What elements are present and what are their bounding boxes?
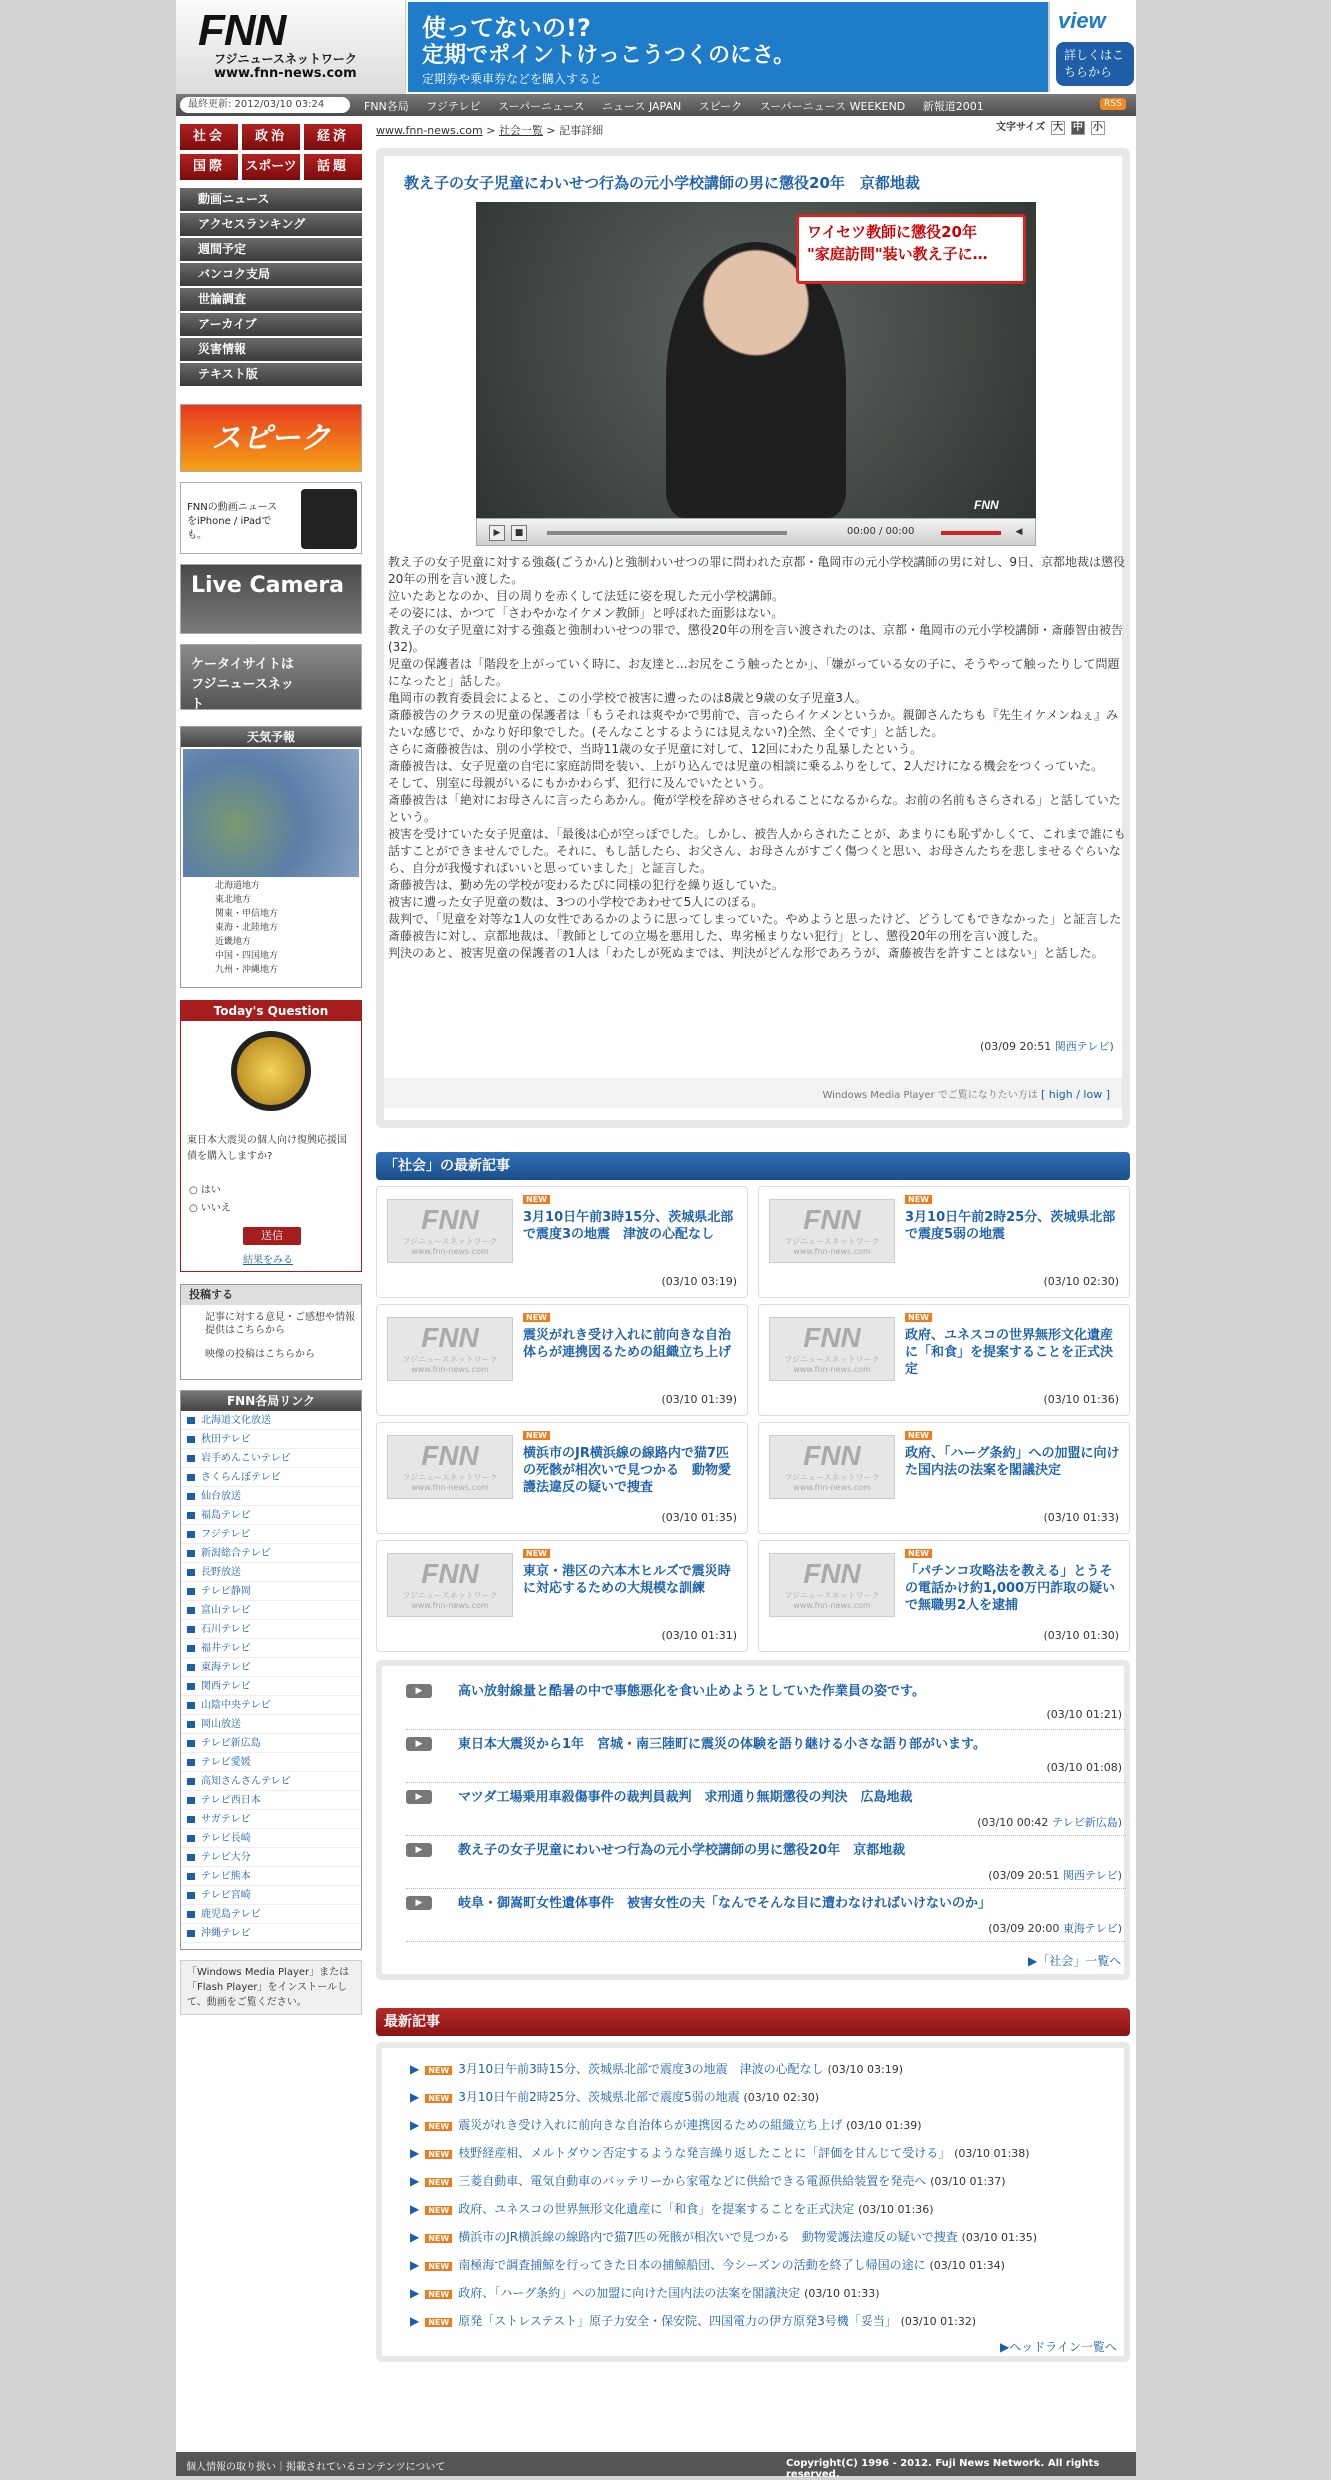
news-card-title[interactable]: 3月10日午前3時15分、茨城県北部で震度3の地震 津波の心配なし [523, 1210, 734, 1242]
footer-links[interactable]: 個人情報の取り扱い｜掲載されているコンテンツについて [186, 2462, 446, 2473]
latest-item-title[interactable]: 3月10日午前3時15分、茨城県北部で震度3の地震 津波の心配なし [458, 2062, 824, 2076]
video-list-item[interactable] [406, 1837, 1126, 1889]
news-thumbnail[interactable] [387, 1553, 513, 1617]
font-size-medium[interactable]: 中 [1072, 122, 1083, 133]
nav-link[interactable]: スーパーニュース WEEKEND [759, 100, 906, 113]
affiliate-link[interactable]: 高知さんさんテレビ [181, 1772, 361, 1791]
breadcrumb-society[interactable]: 社会一覧 [498, 124, 543, 137]
article-paragraph: そして、別室に母親がいるにもかかわらず、犯行に及んでいたという。 [388, 776, 771, 790]
new-badge: NEW [905, 1549, 932, 1558]
social-section-head: 「社会」の最新記事 [376, 1152, 1130, 1180]
thumbnail-sub: フジニュースネットワーク www.fnn-news.com [402, 1591, 498, 1610]
video-list-panel [376, 1660, 1130, 1980]
news-card-date: (03/10 01:31) [661, 1629, 737, 1642]
article-title: 教え子の女子児童にわいせつ行為の元小学校講師の男に懲役20年 京都地裁 [404, 174, 920, 192]
new-badge: NEW [425, 2262, 452, 2271]
latest-item-title[interactable]: 政府、ユネスコの世界無形文化遺産に「和食」を提案することを正式決定 [458, 2202, 855, 2216]
arrow-icon: ▶ [410, 2202, 420, 2216]
arrow-icon: ▶ [410, 2118, 420, 2132]
latest-panel [376, 2042, 1130, 2362]
new-badge: NEW [523, 1195, 550, 1204]
latest-item-date: (03/10 01:33) [804, 2287, 880, 2300]
latest-item[interactable] [410, 2312, 976, 2329]
affiliate-link[interactable]: 鹿児島テレビ [181, 1905, 361, 1924]
banner-view-logo: view [1058, 8, 1106, 33]
option-no-label: いいえ [200, 1203, 231, 1214]
thumbnail-logo: FNN [421, 1204, 479, 1235]
new-badge: NEW [905, 1195, 932, 1204]
latest-item-title[interactable]: 震災がれき受け入れに前向きな自治体らが連携図るための組織立ち上げ [458, 2118, 843, 2132]
new-badge: NEW [905, 1313, 932, 1322]
latest-item[interactable] [410, 2200, 934, 2217]
video-caption-line2: "家庭訪問"装い教え子に… [807, 245, 988, 263]
video-list-date [988, 1867, 1122, 1883]
post-opinion-link[interactable]: 記事に対する意見・ご感想や情報提供はこちらから [205, 1312, 355, 1336]
player-note: 「Windows Media Player」または「Flash Player」をインストールして、動画をご覧ください。 [180, 1960, 362, 2015]
news-card-date: (03/10 01:33) [1043, 1511, 1119, 1524]
nav-link[interactable]: スピーク [698, 100, 743, 113]
article-paragraph: 斎藤被告のクラスの児童の保護者は「もうそれは爽やかで男前で、言ったらイケメンというか。親御さんたちも『先生イケメンねぇ』みたいな感じで、かなり好印象でした。(そんなことするようには見えない?)全然、全くです」と話した。 [388, 708, 1118, 739]
affiliate-link[interactable]: 長野放送 [181, 1563, 361, 1582]
affiliate-link[interactable]: 東海テレビ [181, 1658, 361, 1677]
affiliate-link[interactable]: 山陰中央テレビ [181, 1696, 361, 1715]
breadcrumb-current: 記事詳細 [559, 124, 604, 137]
article-paragraph: 被害に遭った女子児童の数は、3つの小学校であわせて5人にのぼる。 [388, 895, 764, 909]
seek-bar[interactable] [547, 531, 787, 535]
thumbnail-sub: フジニュースネットワーク www.fnn-news.com [784, 1591, 880, 1610]
social-more-link[interactable]: ▶「社会」一覧へ [1028, 1954, 1122, 1968]
footer-copyright: Copyright(C) 1996 - 2012. Fuji News Network. All rights reserved. [786, 2458, 1100, 2480]
arrow-icon: ▶ [410, 2286, 420, 2300]
affiliate-link[interactable]: テレビ愛媛 [181, 1753, 361, 1772]
arrow-icon: ▶ [410, 2314, 420, 2328]
thumbnail-sub: フジニュースネットワーク www.fnn-news.com [402, 1355, 498, 1374]
article-paragraph: 泣いたあとなのか、目の周りを赤くして法廷に姿を現した元小学校講師。 [388, 589, 785, 603]
media-player-controls [476, 518, 1036, 546]
video-list-date-text: (03/09 20:51 [988, 1869, 1060, 1882]
coin-image [231, 1031, 311, 1111]
new-badge: NEW [523, 1431, 550, 1440]
keitai-banner[interactable] [180, 644, 362, 710]
news-card[interactable] [376, 1540, 748, 1652]
affiliate-link[interactable]: テレビ大分 [181, 1848, 361, 1867]
article-byline [980, 1038, 1114, 1054]
latest-item-date: (03/10 01:32) [900, 2315, 977, 2328]
play-icon[interactable]: ▶ [489, 525, 505, 541]
latest-item-date: (03/10 01:35) [961, 2231, 1038, 2244]
latest-item[interactable] [410, 2144, 1030, 2161]
affiliate-link[interactable]: 岩手めんこいテレビ [181, 1449, 361, 1468]
affiliates-box [180, 1390, 362, 1950]
affiliate-link[interactable]: テレビ静岡 [181, 1582, 361, 1601]
article-paragraph: 斎藤被告は、女子児童の自宅に家庭訪問を装い、上がり込んでは児童の相談に乗るふりをして、2人だけになる機会をつくっていた。 [388, 759, 1104, 773]
social-more-text: 「社会」一覧へ [1037, 1954, 1122, 1968]
article-paragraph: 裁判で、「児童を対等な1人の女性であるかのように思ってしまっていた。やめようと思ったけど、どうしてもできなかった」と証言した斎藤被告に対し、京都地裁は、「教師としての立場を悪用した、卑劣極まりない犯行」とし、懲役20年の刑を言い渡した。 [388, 912, 1122, 943]
video-watermark: FNN [974, 498, 999, 512]
news-thumbnail[interactable] [387, 1317, 513, 1381]
latest-item-date: (03/10 01:36) [858, 2203, 934, 2216]
latest-item-title[interactable]: 政府、「ハーグ条約」への加盟に向けた国内法の法案を閣議決定 [458, 2286, 801, 2300]
menu-text[interactable]: テキスト版 [180, 363, 362, 386]
thumbnail-logo: FNN [803, 1204, 861, 1235]
menu-video-news[interactable]: 動画ニュース [180, 188, 362, 211]
thumbnail-logo: FNN [803, 1440, 861, 1471]
video-camera-icon: ▶ [406, 1843, 432, 1857]
nav-link[interactable]: フジテレビ [426, 100, 481, 113]
affiliate-link[interactable]: テレビ熊本 [181, 1867, 361, 1886]
news-thumbnail[interactable] [769, 1435, 895, 1499]
rss-button[interactable]: RSS [1100, 98, 1126, 110]
affiliate-link[interactable]: 新潟総合テレビ [181, 1544, 361, 1563]
article-paragraph: 教え子の女子児童に対する強姦と強制わいせつの罪で、懲役20年の刑を言い渡されたのは、京都・亀岡市の元小学校講師・斎藤智由被告(32)。 [388, 623, 1124, 654]
thumbnail-sub: フジニュースネットワーク www.fnn-news.com [784, 1473, 880, 1492]
article-paragraph: 被害を受けていた女子児童は、「最後は心が空っぽでした。しかし、被告人からされたことが、あまりにも恥ずかしくて、これまで誰にも話すことができませんでした。それに、もし話したら、お父さん、お母さんがすごく傷つくと思い、お母さんたちを悲しませるぐらいなら、自分が我慢すればいいと思っていました」と証言した。 [388, 827, 1126, 875]
affiliate-link[interactable]: 岡山放送 [181, 1715, 361, 1734]
speak-banner[interactable] [180, 404, 362, 472]
news-card[interactable] [758, 1540, 1130, 1652]
new-badge: NEW [425, 2178, 452, 2187]
video-list-date [988, 1920, 1122, 1936]
banner-view-box [1048, 2, 1136, 92]
new-badge: NEW [905, 1431, 932, 1440]
option-no[interactable]: ○ いいえ [189, 1203, 231, 1214]
fnn-logo[interactable] [176, 0, 406, 94]
question-head: Today's Question [181, 1001, 361, 1021]
affiliate-link[interactable]: 仙台放送 [181, 1487, 361, 1506]
video-list-station[interactable]: テレビ新広島) [1051, 1816, 1122, 1829]
video-list-date [1047, 1708, 1122, 1721]
network-links [364, 98, 998, 114]
video-list-title[interactable]: 岐阜・御嵩町女性遺体事件 被害女性の夫「なんでそんな目に遭わなければいけないのか」 [458, 1896, 992, 1911]
affiliate-link[interactable]: 秋田テレビ [181, 1430, 361, 1449]
affiliate-link[interactable]: 北海道文化放送 [181, 1411, 361, 1430]
affiliate-link[interactable]: 関西テレビ [181, 1677, 361, 1696]
news-thumbnail[interactable] [387, 1435, 513, 1499]
wmp-note-text: Windows Media Player でご覧になりたい方は [822, 1090, 1038, 1101]
news-card-title[interactable]: 「パチンコ攻略法を教える」とうその電話かけ約1,000万円詐取の疑いで無職男2人を逮捕 [905, 1564, 1116, 1613]
video-list-item[interactable] [406, 1784, 1126, 1836]
news-card-date: (03/10 01:36) [1043, 1393, 1119, 1406]
news-card-title[interactable]: 震災がれき受け入れに前向きな自治体らが連携図るための組織立ち上げ [523, 1328, 732, 1360]
weather-regions [181, 879, 361, 977]
logo-subtitle: フジニュースネットワーク [214, 52, 357, 66]
submit-button[interactable]: 送信 [243, 1227, 301, 1245]
affiliate-link[interactable]: サガテレビ [181, 1810, 361, 1829]
video-caption [796, 214, 1026, 284]
news-card-date: (03/10 02:30) [1043, 1275, 1119, 1288]
article-panel [376, 148, 1130, 1128]
video-camera-icon: ▶ [406, 1896, 432, 1910]
news-card-title[interactable]: 政府、「ハーグ条約」への加盟に向けた国内法の法案を閣議決定 [905, 1446, 1120, 1478]
option-yes[interactable]: ○ はい [189, 1185, 221, 1196]
live-camera-text: Live Camera [191, 573, 345, 598]
question-text: 東日本大震災の個人向け復興応援国債を購入しますか? [187, 1135, 347, 1162]
category-sports[interactable]: スポーツ [242, 154, 300, 180]
video-list-item[interactable] [406, 1890, 1126, 1942]
post-head: 投稿する [181, 1285, 361, 1305]
wmp-note [384, 1078, 1122, 1108]
news-card-title[interactable]: 横浜市のJR横浜線の線路内で猫7匹の死骸が相次いで見つかる 動物愛護法違反の疑いで捜査 [523, 1446, 732, 1495]
menu-disaster[interactable]: 災害情報 [180, 338, 362, 361]
news-thumbnail[interactable] [387, 1199, 513, 1263]
affiliate-link[interactable]: 福井テレビ [181, 1639, 361, 1658]
footer [176, 2452, 1136, 2480]
video-list-title[interactable]: 高い放射線量と酷暑の中で事態悪化を食い止めようとしていた作業員の姿です。 [458, 1684, 925, 1699]
font-size-large[interactable]: 大 [1053, 122, 1064, 133]
top-navbar [176, 94, 1136, 116]
latest-item-title[interactable]: 横浜市のJR横浜線の線路内で猫7匹の死骸が相次いで見つかる 動物愛護法違反の疑いで捜査 [458, 2230, 958, 2244]
latest-item-date: (03/10 03:19) [827, 2063, 903, 2076]
font-size-control [996, 120, 1105, 136]
keitai-banner-text: ケータイサイトは フジニュースネット [191, 657, 294, 712]
nav-link[interactable]: 新報道2001 [922, 100, 984, 113]
news-card-date: (03/10 01:30) [1043, 1629, 1119, 1642]
video-list-date [1047, 1761, 1122, 1774]
page [176, 0, 1136, 2480]
font-size-label: 文字サイズ [996, 122, 1046, 133]
post-video-link[interactable]: 映像の投稿はこちらから [205, 1349, 315, 1360]
video-list-item[interactable] [406, 1731, 1126, 1783]
byline-date: (03/09 20:51 [980, 1040, 1052, 1053]
menu-weekly[interactable]: 週間予定 [180, 238, 362, 261]
arrow-icon: ▶ [410, 2230, 420, 2244]
new-badge: NEW [523, 1313, 550, 1322]
article-paragraph: 判決のあと、被害児童の保護者の1人は「わたしが死ぬまでは、判決がどんな形であろうが、斎藤被告を許すことはない」と話した。 [388, 946, 1104, 960]
new-badge: NEW [425, 2290, 452, 2299]
video-list-date-text: (03/10 00:42 [977, 1816, 1049, 1829]
category-society[interactable]: 社会 [180, 124, 238, 150]
video-list-station[interactable]: 関西テレビ) [1062, 1869, 1122, 1882]
nav-link[interactable]: FNN各局 [364, 100, 409, 113]
latest-item-title[interactable]: 三菱自動車、電気自動車のバッテリーから家電などに供給できる電源供給装置を発売へ [458, 2174, 927, 2188]
wmp-links[interactable]: [ high / low ] [1040, 1088, 1110, 1101]
affiliate-link[interactable]: 石川テレビ [181, 1620, 361, 1639]
latest-item[interactable] [410, 2116, 922, 2133]
video-camera-icon: ▶ [406, 1790, 432, 1804]
breadcrumb-home[interactable]: www.fnn-news.com [376, 124, 483, 137]
breadcrumb: www.fnn-news.com > 社会一覧 > 記事詳細 [376, 124, 604, 137]
arrow-icon: ▶ [410, 2062, 420, 2076]
video-list-date-text: (03/09 20:00 [988, 1922, 1060, 1935]
affiliate-link[interactable]: 福島テレビ [181, 1506, 361, 1525]
latest-item-title[interactable]: 南極海で調査捕鯨を行ってきた日本の捕鯨船団、今シーズンの活動を終了し帰国の途に [458, 2258, 926, 2272]
news-card-date: (03/10 03:19) [661, 1275, 737, 1288]
banner-line3: 定期券や乗車券などを購入すると [422, 72, 603, 86]
affiliate-link[interactable]: テレビ新広島 [181, 1734, 361, 1753]
latest-item-date: (03/10 01:37) [930, 2175, 1006, 2188]
affiliate-link[interactable]: テレビ長崎 [181, 1829, 361, 1848]
byline-station[interactable]: 関西テレビ) [1054, 1040, 1114, 1053]
video-list-station[interactable]: 東海テレビ) [1062, 1922, 1122, 1935]
news-thumbnail[interactable] [769, 1199, 895, 1263]
speaker-icon[interactable]: ◀ [1015, 527, 1023, 537]
nav-link[interactable]: スーパーニュース [498, 100, 585, 113]
speak-banner-text: スピーク [211, 421, 331, 456]
new-badge: NEW [425, 2066, 452, 2075]
thumbnail-sub: フジニュースネットワーク www.fnn-news.com [784, 1355, 880, 1374]
thumbnail-logo: FNN [803, 1322, 861, 1353]
weather-region[interactable]: 中国・四国地方 [215, 951, 279, 961]
video-camera-icon: ▶ [406, 1737, 432, 1751]
nav-link[interactable]: ニュース JAPAN [602, 100, 682, 113]
new-badge: NEW [425, 2318, 452, 2327]
article-body [388, 554, 1128, 962]
news-card-title[interactable]: 政府、ユネスコの世界無形文化遺産に「和食」を提案することを正式決定 [905, 1328, 1114, 1377]
affiliates-list [181, 1411, 361, 1943]
affiliate-link[interactable]: 沖縄テレビ [181, 1924, 361, 1943]
headline-more-link[interactable]: ▶ヘッドライン一覧へ [1000, 2340, 1117, 2354]
logo-url: www.fnn-news.com [214, 66, 357, 81]
results-link[interactable]: 結果をみる [243, 1255, 293, 1266]
new-badge: NEW [425, 2122, 452, 2131]
new-badge: NEW [425, 2094, 452, 2103]
weather-head: 天気予報 [181, 727, 361, 747]
stop-icon[interactable]: ■ [511, 525, 527, 541]
video-list-title[interactable]: マツダ工場乗用車殺傷事件の裁判員裁判 求刑通り無期懲役の判決 広島地裁 [458, 1790, 913, 1805]
volume-slider[interactable] [941, 531, 1001, 535]
arrow-icon: ▶ [410, 2146, 420, 2160]
iphone-banner[interactable] [180, 482, 362, 554]
latest-item-date: (03/10 01:38) [954, 2147, 1030, 2160]
latest-item-title[interactable]: 枝野経産相、メルトダウン否定するような発言繰り返したことに「評価を甘んじて受ける」 [458, 2146, 951, 2160]
weather-region[interactable]: 近畿地方 [215, 937, 252, 947]
menu-poll[interactable]: 世論調査 [180, 288, 362, 311]
banner-line1: 使ってないの!? [422, 14, 591, 42]
video-list-date-text: (03/10 01:08) [1046, 1761, 1122, 1774]
affiliate-link[interactable]: テレビ宮崎 [181, 1886, 361, 1905]
menu-ranking[interactable]: アクセスランキング [180, 213, 362, 236]
latest-item-title[interactable]: 原発「ストレステスト」原子力安全・保安院、四国電力の伊方原発3号機「妥当」 [458, 2314, 897, 2328]
thumbnail-logo: FNN [421, 1322, 479, 1353]
article-paragraph: さらに斎藤被告は、別の小学校で、当時11歳の女子児童に対して、12回にわたり乱暴したという。 [388, 742, 923, 756]
article-paragraph: 斎藤被告は、勤め先の学校が変わるたびに同様の犯行を繰り返していた。 [388, 878, 785, 892]
video-list-date [977, 1814, 1122, 1830]
article-paragraph: 児童の保護者は「階段を上がっていく時に、お友達と...お尻をこう触ったとか」、「嫌がっている女の子に、そうやって触ったりして問題になったと」話した。 [388, 657, 1120, 688]
banner-details-button[interactable]: 詳しくはこちらから [1056, 42, 1134, 86]
latest-item[interactable] [410, 2284, 880, 2301]
menu-archive[interactable]: アーカイブ [180, 313, 362, 336]
news-card-date: (03/10 01:39) [661, 1393, 737, 1406]
news-thumbnail[interactable] [769, 1317, 895, 1381]
affiliates-head: FNN各局リンク [181, 1391, 361, 1411]
article-paragraph: 斎藤被告は「絶対にお母さんに言ったらあかん。俺が学校を辞めさせられることになるからな。お前の名前もさらされる」と話していたという。 [388, 793, 1121, 824]
news-card-date: (03/10 01:35) [661, 1511, 737, 1524]
thumbnail-logo: FNN [421, 1440, 479, 1471]
banner-line2: 定期でポイントけっこうつくのにさ。 [422, 43, 796, 68]
video-list-title[interactable]: 教え子の女子児童にわいせつ行為の元小学校講師の男に懲役20年 京都地裁 [458, 1843, 906, 1858]
video-camera-icon: ▶ [406, 1684, 432, 1698]
last-updated: 最終更新: 2012/03/10 03:24 [180, 97, 350, 113]
new-badge: NEW [425, 2234, 452, 2243]
header [176, 0, 1136, 94]
latest-item-date: (03/10 01:39) [846, 2119, 922, 2132]
affiliate-link[interactable]: 富山テレビ [181, 1601, 361, 1620]
article-paragraph: 教え子の女子児童に対する強姦(ごうかん)と強制わいせつの罪に問われた京都・亀岡市の元小学校講師の男に対し、9日、京都地裁は懲役20年の刑を言い渡した。 [388, 555, 1126, 586]
category-economy[interactable]: 経済 [304, 124, 362, 150]
player-time: 00:00 / 00:00 [847, 526, 915, 537]
weather-map[interactable] [183, 749, 359, 877]
thumbnail-sub: フジニュースネットワーク www.fnn-news.com [784, 1237, 880, 1256]
video-list-item[interactable] [406, 1678, 1126, 1730]
menu-bangkok[interactable]: バンコク支局 [180, 263, 362, 286]
ad-banner[interactable] [408, 2, 1136, 92]
news-card[interactable] [758, 1186, 1130, 1298]
latest-item[interactable] [410, 2088, 819, 2105]
post-box [180, 1284, 362, 1380]
thumbnail-logo: FNN [421, 1558, 479, 1589]
font-size-small[interactable]: 小 [1092, 122, 1103, 133]
news-thumbnail[interactable] [769, 1553, 895, 1617]
latest-item-date: (03/10 01:34) [929, 2259, 1005, 2272]
weather-region[interactable]: 北海道地方 [215, 881, 261, 891]
latest-item-date: (03/10 02:30) [743, 2091, 819, 2104]
news-card[interactable] [376, 1304, 748, 1416]
weather-region[interactable]: 東海・北陸地方 [215, 923, 279, 933]
side-menu [180, 188, 362, 388]
category-topics[interactable]: 話題 [304, 154, 362, 180]
video-list-date-text: (03/10 01:21) [1046, 1708, 1122, 1721]
affiliate-link[interactable]: テレビ西日本 [181, 1791, 361, 1810]
news-card[interactable] [758, 1422, 1130, 1534]
arrow-icon: ▶ [410, 2258, 420, 2272]
news-card-title[interactable]: 東京・港区の六本木ヒルズで震災時に対応するための大規模な訓練 [523, 1564, 731, 1596]
weather-region[interactable]: 東北地方 [215, 895, 252, 905]
affiliate-link[interactable]: さくらんぼテレビ [181, 1468, 361, 1487]
video-frame[interactable] [476, 202, 1036, 518]
weather-region[interactable]: 九州・沖縄地方 [215, 965, 279, 975]
latest-item-title[interactable]: 3月10日午前2時25分、茨城県北部で震度5弱の地震 [458, 2090, 740, 2104]
arrow-icon: ▶ [410, 2174, 420, 2188]
new-badge: NEW [425, 2206, 452, 2215]
video-list-title[interactable]: 東日本大震災から1年 宮城・南三陸町に震災の体験を語り継ける小さな語り部がいます。 [458, 1737, 987, 1752]
news-card-title[interactable]: 3月10日午前2時25分、茨城県北部で震度5弱の地震 [905, 1210, 1116, 1242]
article-paragraph: 亀岡市の教育委員会によると、この小学校で被害に遭ったのは8歳と9歳の女子児童3人。 [388, 691, 867, 705]
headline-more-text: ヘッドライン一覧へ [1009, 2340, 1117, 2354]
logo-text: FNN [198, 6, 286, 55]
affiliate-link[interactable]: フジテレビ [181, 1525, 361, 1544]
thumbnail-sub: フジニュースネットワーク www.fnn-news.com [402, 1473, 498, 1492]
new-badge: NEW [425, 2150, 452, 2159]
iphone-device-icon [301, 489, 357, 549]
thumbnail-logo: FNN [803, 1558, 861, 1589]
question-box [180, 1000, 362, 1272]
latest-section-head: 最新記事 [376, 2008, 1130, 2036]
option-yes-label: はい [200, 1185, 221, 1196]
article-paragraph: その姿には、かつて「さわやかなイケメン教師」と呼ばれた面影はない。 [388, 606, 784, 620]
arrow-icon: ▶ [410, 2090, 420, 2104]
latest-item[interactable] [410, 2060, 903, 2077]
weather-region[interactable]: 関東・甲信地方 [215, 909, 279, 919]
thumbnail-sub: フジニュースネットワーク www.fnn-news.com [402, 1237, 498, 1256]
news-card[interactable] [376, 1422, 748, 1534]
category-politics[interactable]: 政治 [242, 124, 300, 150]
video-caption-line1: ワイセツ教師に懲役20年 [807, 223, 977, 241]
new-badge: NEW [523, 1549, 550, 1558]
latest-item[interactable] [410, 2228, 1037, 2245]
category-international[interactable]: 国際 [180, 154, 238, 180]
weather-box [180, 726, 362, 988]
live-camera-banner[interactable] [180, 564, 362, 634]
news-card[interactable] [376, 1186, 748, 1298]
iphone-banner-text: FNNの動画ニュースをiPhone / iPadでも。 [187, 502, 278, 541]
latest-item[interactable] [410, 2256, 1005, 2273]
news-card[interactable] [758, 1304, 1130, 1416]
latest-item[interactable] [410, 2172, 1006, 2189]
